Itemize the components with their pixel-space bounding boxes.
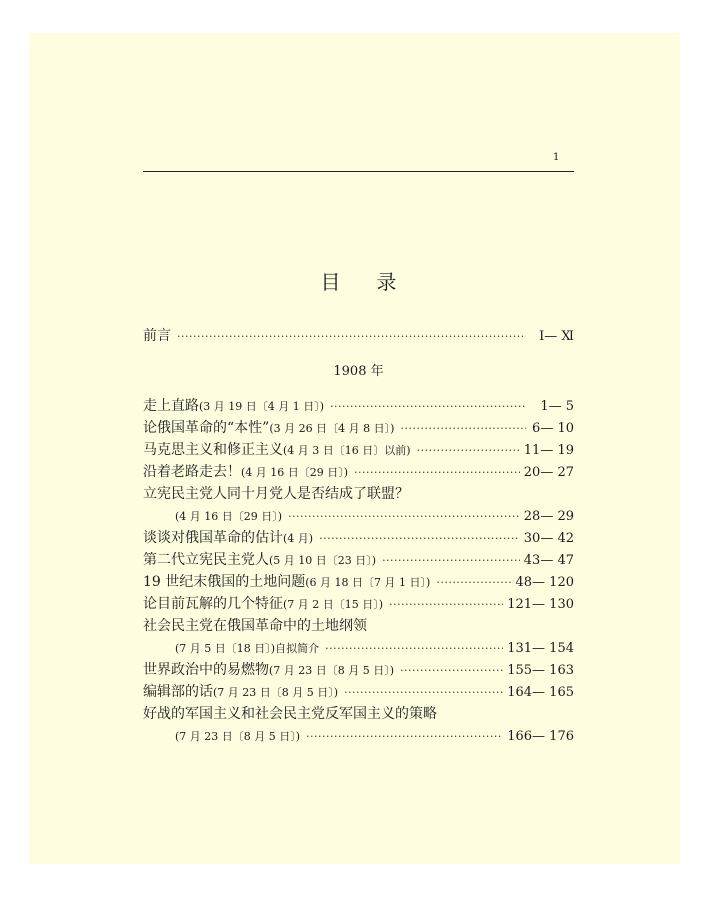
leader-dots (400, 417, 526, 440)
entry-title: 编辑部的话 (143, 684, 213, 700)
entry-date: (7 月 5 日〔18 日〕)自拟简介 (175, 642, 320, 655)
entry-title: 论目前瓦解的几个特征 (143, 596, 283, 612)
page-number: 1 (553, 152, 560, 163)
entry-pages: 28— 29 (523, 509, 574, 524)
toc-title: 目录 (320, 270, 433, 294)
entry-title: 世界政治中的易燃物 (143, 662, 269, 678)
toc-entry-continuation[interactable] (143, 637, 574, 659)
entry-title: 走上直路 (143, 398, 199, 414)
toc-entry[interactable] (143, 549, 574, 571)
header-rule (143, 171, 574, 172)
entry-title: 第二代立宪民主党人 (143, 552, 269, 568)
table-of-contents (143, 325, 574, 747)
toc-entry[interactable] (143, 395, 574, 417)
entry-pages: 20— 27 (523, 465, 574, 480)
entry-date: (3 月 26 日〔4 月 8 日〕) (269, 422, 395, 435)
leader-dots (389, 593, 503, 616)
toc-entry[interactable] (143, 593, 574, 615)
entry-pages: 131— 154 (507, 641, 574, 656)
entry-pages: 1— 5 (540, 399, 574, 414)
entry-title: 马克思主义和修正主义 (143, 442, 283, 458)
toc-entry-continuation[interactable] (143, 505, 574, 527)
entry-date: (7 月 2 日〔15 日〕) (283, 598, 384, 611)
entry-date: (7 月 23 日〔8 月 5 日〕) (213, 686, 339, 699)
entry-pages: 30— 42 (523, 531, 574, 546)
toc-entry-title-line[interactable] (143, 703, 574, 725)
entry-date: (7 月 23 日〔8 月 5 日〕) (269, 664, 395, 677)
toc-entry[interactable] (143, 571, 574, 593)
entry-pages: 155— 163 (507, 663, 574, 678)
entry-date: (4 月) (283, 532, 314, 545)
toc-entry-preface[interactable] (143, 325, 574, 347)
entry-date: (6 月 18 日〔7 月 1 日〕) (305, 576, 431, 589)
entry-pages: 6— 10 (532, 421, 574, 436)
entry-pages: 43— 47 (523, 553, 574, 568)
leader-dots (354, 461, 520, 484)
leader-dots (325, 637, 503, 660)
toc-entry[interactable] (143, 527, 574, 549)
entry-title: 沿着老路走去！ (143, 464, 241, 480)
entry-title: 论俄国革命的“本性” (143, 420, 270, 436)
entry-pages: 166— 176 (507, 729, 574, 744)
entry-date: (4 月 3 日〔16 日〕以前) (283, 444, 411, 457)
leader-dots (330, 395, 526, 418)
entry-pages: Ⅰ— Ⅺ (539, 329, 574, 344)
entry-date: (3 月 19 日〔4 月 1 日〕) (199, 400, 325, 413)
toc-entry[interactable] (143, 681, 574, 703)
toc-entry[interactable] (143, 659, 574, 681)
leader-dots (400, 659, 503, 682)
toc-entry[interactable] (143, 417, 574, 439)
leader-dots (436, 571, 511, 594)
toc-entry-title-line[interactable] (143, 483, 574, 505)
toc-entry-continuation[interactable] (143, 725, 574, 747)
leader-dots (382, 549, 520, 572)
leader-dots (288, 505, 520, 528)
entry-title: 好战的军国主义和社会民主党反军国主义的策略 (143, 706, 437, 722)
toc-entry[interactable] (143, 461, 574, 483)
entry-date: (5 月 10 日〔23 日〕) (269, 554, 377, 567)
entry-pages: 11— 19 (523, 443, 574, 458)
entry-title: 社会民主党在俄国革命中的土地纲领 (143, 618, 367, 634)
entry-date: (7 月 23 日〔8 月 5 日〕) (175, 730, 301, 743)
entry-title: 19 世纪末俄国的土地问题 (143, 574, 306, 590)
toc-entry[interactable] (143, 439, 574, 461)
entry-date: (4 月 16 日〔29 日〕) (175, 510, 283, 523)
toc-entry-title-line[interactable] (143, 615, 574, 637)
entry-title: 立宪民主党人同十月党人是否结成了联盟？ (143, 486, 409, 502)
year-heading: 1908 年 (333, 364, 384, 379)
entry-pages: 48— 120 (515, 575, 574, 590)
leader-dots (417, 439, 520, 462)
entry-pages: 164— 165 (507, 685, 574, 700)
leader-dots (344, 681, 503, 704)
leader-dots (319, 527, 520, 550)
entry-pages: 121— 130 (507, 597, 574, 612)
leader-dots (177, 325, 526, 348)
leader-dots (306, 725, 503, 748)
entry-date: (4 月 16 日〔29 日〕) (241, 466, 349, 479)
entry-title: 谈谈对俄国革命的估计 (143, 530, 283, 546)
entry-title: 前言 (143, 328, 171, 344)
